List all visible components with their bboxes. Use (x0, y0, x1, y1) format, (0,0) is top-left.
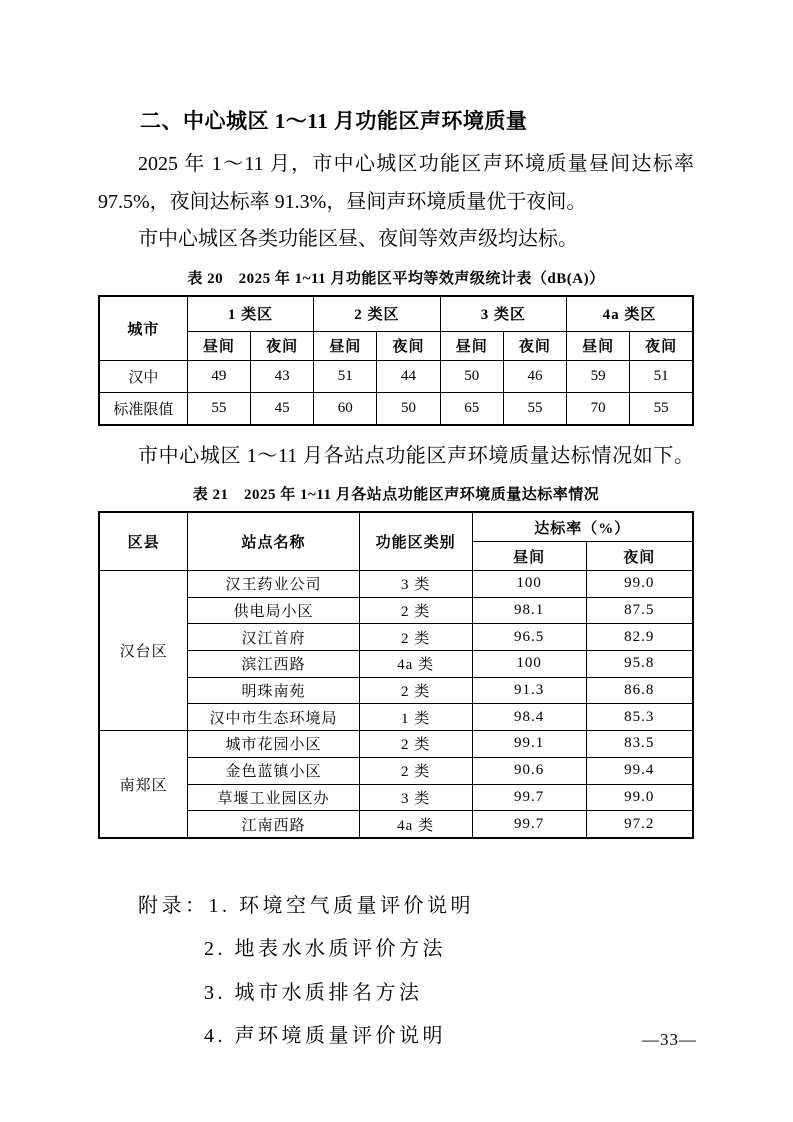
table20-header-class1: 1 类区 (187, 296, 313, 332)
district-label: 南郑区 (99, 731, 188, 838)
table21-header-rate: 达标率（%） (472, 512, 693, 542)
table-row (99, 731, 693, 758)
cell-value: 45 (250, 392, 313, 425)
cell-day-rate: 99.1 (472, 731, 586, 758)
table21-subheader-day: 昼间 (472, 542, 586, 571)
cell-night-rate: 85.3 (586, 704, 693, 731)
cell-value: 55 (503, 392, 566, 425)
cell-category: 2 类 (359, 597, 472, 624)
appendix-label: 附录： (138, 894, 209, 917)
table20-header-class2: 2 类区 (314, 296, 440, 332)
cell-value: 70 (567, 392, 630, 425)
appendix-section (138, 885, 694, 1059)
table21-header-district: 区县 (99, 512, 188, 571)
cell-night-rate: 95.8 (586, 651, 693, 678)
cell-value: 51 (630, 360, 693, 392)
table21-header-site: 站点名称 (188, 512, 359, 571)
table-row (99, 571, 693, 598)
cell-night-rate: 82.9 (586, 624, 693, 651)
cell-night-rate: 83.5 (586, 731, 693, 758)
table-21-site-rates (98, 511, 694, 839)
cell-site: 城市花园小区 (188, 731, 359, 758)
cell-site: 供电局小区 (188, 597, 359, 624)
table-row (99, 757, 693, 784)
cell-night-rate: 97.2 (586, 811, 693, 838)
cell-night-rate: 87.5 (586, 597, 693, 624)
cell-value: 49 (187, 360, 250, 392)
table-row (99, 392, 693, 425)
appendix-item: 4. 声环境质量评价说明 (204, 1025, 446, 1048)
table20-header-class4a: 4a 类区 (567, 296, 693, 332)
cell-site: 明珠南苑 (188, 677, 359, 704)
cell-site: 金色蓝镇小区 (188, 757, 359, 784)
cell-category: 2 类 (359, 757, 472, 784)
table20-subheader-night: 夜间 (377, 331, 440, 360)
table-row (99, 360, 693, 392)
cell-site: 滨江西路 (188, 651, 359, 678)
table21-header-category: 功能区类别 (359, 512, 472, 571)
cell-day-rate: 96.5 (472, 624, 586, 651)
cell-value: 46 (503, 360, 566, 392)
cell-night-rate: 86.8 (586, 677, 693, 704)
cell-category: 4a 类 (359, 811, 472, 838)
table-row (99, 677, 693, 704)
cell-day-rate: 100 (472, 651, 586, 678)
paragraph-sites-intro: 市中心城区 1～11 月各站点功能区声环境质量达标情况如下。 (138, 444, 694, 467)
paragraph-overview-line2: 97.5%，夜间达标率 91.3%，昼间声环境质量优于夜间。 (98, 190, 587, 213)
cell-value: 50 (377, 392, 440, 425)
table-row (99, 651, 693, 678)
cell-day-rate: 98.1 (472, 597, 586, 624)
cell-site: 汉中市生态环境局 (188, 704, 359, 731)
table20-subheader-night: 夜间 (503, 331, 566, 360)
cell-category: 2 类 (359, 731, 472, 758)
paragraph-overview-line1: 2025 年 1～11 月，市中心城区功能区声环境质量昼间达标率 (138, 153, 694, 175)
appendix-line (138, 885, 694, 929)
cell-value: 59 (567, 360, 630, 392)
appendix-item: 3. 城市水质排名方法 (204, 981, 423, 1004)
table21-subheader-night: 夜间 (586, 542, 693, 571)
cell-category: 2 类 (359, 624, 472, 651)
table20-caption: 表 20 2025 年 1~11 月功能区平均等效声级统计表（dB(A)） (187, 270, 605, 287)
cell-value: 65 (440, 392, 503, 425)
table20-subheader-day: 昼间 (187, 331, 250, 360)
cell-day-rate: 98.4 (472, 704, 586, 731)
table-row (99, 811, 693, 838)
table20-subheader-day: 昼间 (314, 331, 377, 360)
table20-subheader-night: 夜间 (630, 331, 693, 360)
table20-subheader-day: 昼间 (440, 331, 503, 360)
table20-subheader-day: 昼间 (567, 331, 630, 360)
table-row (99, 704, 693, 731)
table-20-noise-levels (98, 295, 694, 426)
cell-value: 43 (250, 360, 313, 392)
cell-category: 3 类 (359, 571, 472, 598)
cell-category: 2 类 (359, 677, 472, 704)
cell-value: 50 (440, 360, 503, 392)
paragraph-compliance: 市中心城区各类功能区昼、夜间等效声级均达标。 (138, 228, 578, 250)
table-row (99, 784, 693, 811)
cell-day-rate: 91.3 (472, 677, 586, 704)
cell-site: 草堰工业园区办 (188, 784, 359, 811)
cell-value: 51 (314, 360, 377, 392)
cell-day-rate: 99.7 (472, 811, 586, 838)
cell-night-rate: 99.4 (586, 757, 693, 784)
cell-category: 3 类 (359, 784, 472, 811)
cell-site: 汉江首府 (188, 624, 359, 651)
row-label-standard: 标准限值 (99, 392, 187, 425)
cell-value: 55 (630, 392, 693, 425)
cell-value: 55 (187, 392, 250, 425)
cell-category: 4a 类 (359, 651, 472, 678)
cell-day-rate: 100 (472, 571, 586, 598)
cell-site: 汉王药业公司 (188, 571, 359, 598)
cell-category: 1 类 (359, 704, 472, 731)
section-heading: 二、中心城区 1～11 月功能区声环境质量 (140, 109, 528, 133)
table20-header-city: 城市 (99, 296, 187, 361)
cell-value: 44 (377, 360, 440, 392)
appendix-item: 1. 环境空气质量评价说明 (208, 894, 474, 917)
appendix-item: 2. 地表水水质评价方法 (204, 938, 446, 961)
cell-night-rate: 99.0 (586, 571, 693, 598)
page-number: —33— (642, 1030, 697, 1049)
cell-site: 江南西路 (188, 811, 359, 838)
cell-night-rate: 99.0 (586, 784, 693, 811)
table20-header-class3: 3 类区 (440, 296, 566, 332)
row-label-city: 汉中 (99, 360, 187, 392)
district-label: 汉台区 (99, 571, 188, 731)
cell-day-rate: 90.6 (472, 757, 586, 784)
table20-subheader-night: 夜间 (250, 331, 313, 360)
table21-caption: 表 21 2025 年 1~11 月各站点功能区声环境质量达标率情况 (192, 487, 600, 503)
cell-value: 60 (314, 392, 377, 425)
cell-day-rate: 99.7 (472, 784, 586, 811)
table-row (99, 624, 693, 651)
table-row (99, 597, 693, 624)
